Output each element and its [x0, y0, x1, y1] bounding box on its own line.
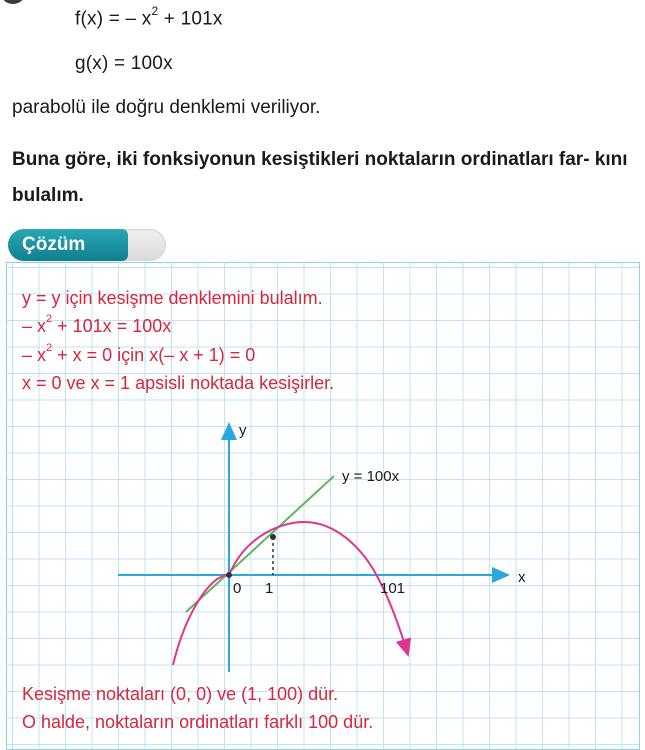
problem-question: Buna göre, iki fonksiyonun kesiştikleri noktaların ordinatları far- kını bulalım. [12, 149, 628, 206]
g-equation: g(x) = 100x [75, 53, 173, 74]
problem-statement: parabolü ile doğru denklemi veriliyor. [12, 97, 321, 118]
y-axis-label: y [239, 422, 247, 439]
intersection-point [270, 534, 276, 540]
tick-one-label: 1 [265, 580, 274, 597]
solution-label: Çözüm [8, 229, 128, 261]
root-label: 101 [380, 580, 406, 597]
parabola-curve [173, 522, 408, 665]
origin-point [226, 572, 232, 578]
conclusion-line-2: O halde, noktaların ordinatları farklı 100 dür. [22, 712, 374, 732]
line-label: y = 100x [342, 468, 400, 485]
solution-line-3: – $x^2 + x = 0$ için x(– x + 1) = 0 [22, 342, 256, 365]
origin-label: 0 [233, 580, 242, 597]
solution-line-2: – $x^2 + 101x = 100x$ [22, 313, 172, 336]
f-equation: f(x) = – $x^2 + 101x$ [75, 4, 223, 30]
line-y-100x [186, 476, 334, 612]
conclusion-line-1: Kesişme noktaları (0, 0) ve (1, 100) dür. [22, 684, 339, 704]
solution-line-1: y = y için kesişme denklemini bulalım. [22, 288, 323, 308]
solution-line-4: x = 0 ve x = 1 apsisli noktada kesişirler. [22, 373, 335, 393]
x-axis-label: x [518, 569, 526, 586]
